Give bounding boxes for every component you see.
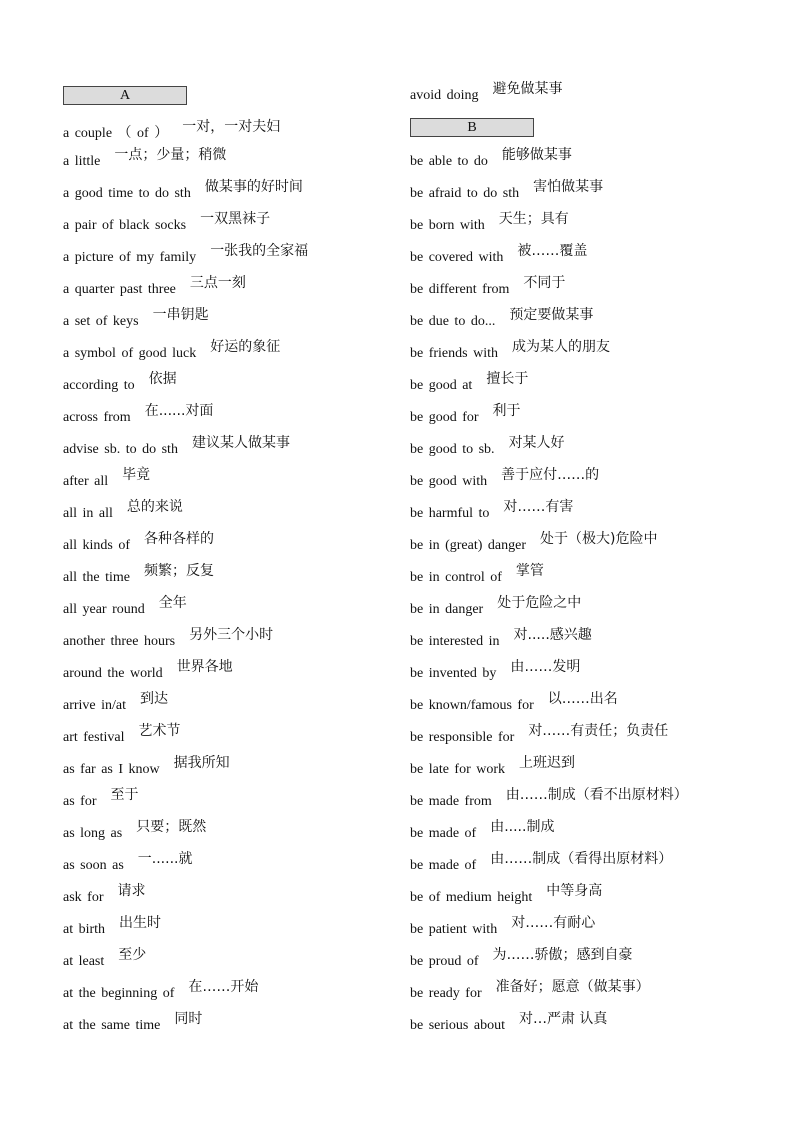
vocab-entry <box>63 339 393 374</box>
chinese-meaning: 至于 <box>110 787 139 803</box>
english-phrase: be good for <box>410 410 479 425</box>
english-phrase: a pair of black socks <box>63 218 187 233</box>
chinese-meaning: 对某人好 <box>508 435 565 451</box>
english-phrase: arrive in/at <box>63 698 127 713</box>
english-phrase: a good time to do sth <box>63 186 191 201</box>
chinese-meaning: 由.....制成 <box>490 819 555 835</box>
chinese-meaning: 到达 <box>140 691 169 707</box>
vocab-entry <box>63 787 393 822</box>
chinese-meaning: 至少 <box>118 947 147 963</box>
english-phrase: avoid doing <box>410 88 479 103</box>
english-phrase: as far as I know <box>63 762 160 777</box>
english-phrase: be harmful to <box>410 506 490 521</box>
chinese-meaning: 另外三个小时 <box>189 627 274 643</box>
chinese-meaning: 预定要做某事 <box>509 307 594 323</box>
chinese-meaning: 在......对面 <box>144 403 214 419</box>
vocab-entry <box>63 118 393 150</box>
chinese-meaning: 毕竟 <box>122 467 151 483</box>
chinese-meaning: 艺术节 <box>138 723 181 739</box>
chinese-meaning: 请求 <box>117 883 146 899</box>
vocab-entry <box>410 339 780 374</box>
chinese-meaning: 害怕做某事 <box>533 179 604 195</box>
chinese-meaning: 准备好；愿意（做某事） <box>495 979 650 995</box>
english-phrase: be covered with <box>410 250 504 265</box>
english-phrase: be ready for <box>410 986 482 1001</box>
chinese-meaning: 成为某人的朋友 <box>511 339 610 355</box>
chinese-meaning: 依据 <box>148 371 177 387</box>
chinese-meaning: 只要；既然 <box>136 819 207 835</box>
english-phrase: a symbol of good luck <box>63 346 197 361</box>
english-phrase: a picture of my family <box>63 250 197 265</box>
chinese-meaning: 总的来说 <box>126 499 183 515</box>
vocab-entry <box>410 563 780 598</box>
vocab-entry <box>410 211 780 246</box>
vocab-entry <box>63 531 393 566</box>
chinese-meaning: 频繁；反复 <box>143 563 214 579</box>
chinese-meaning: 一张我的全家福 <box>210 243 309 259</box>
english-phrase: a set of keys <box>63 314 139 329</box>
section-header-a: A <box>63 86 187 105</box>
chinese-meaning: 被……覆盖 <box>517 243 588 259</box>
vocab-entry <box>410 787 780 822</box>
english-phrase: across from <box>63 410 131 425</box>
english-phrase: be different from <box>410 282 510 297</box>
english-phrase: be late for work <box>410 762 506 777</box>
english-phrase: be made from <box>410 794 492 809</box>
chinese-meaning: 由……制成（看不出原材料） <box>505 787 688 803</box>
chinese-meaning: 一对，一对夫妇 <box>182 119 281 135</box>
chinese-meaning: 一双黑袜子 <box>200 211 271 227</box>
vocab-entry <box>63 467 393 502</box>
vocab-entry <box>63 819 393 854</box>
chinese-meaning: 一......就 <box>137 851 193 867</box>
chinese-meaning: 利于 <box>492 403 521 419</box>
english-phrase: a little <box>63 154 101 169</box>
chinese-meaning: 一点；少量；稍微 <box>114 147 227 163</box>
chinese-meaning: 对.....感兴趣 <box>513 627 592 643</box>
chinese-meaning: 避免做某事 <box>492 81 563 97</box>
chinese-meaning: 全年 <box>158 595 187 611</box>
english-phrase: be able to do <box>410 154 488 169</box>
vocab-entry <box>63 563 393 598</box>
english-phrase: after all <box>63 474 109 489</box>
chinese-meaning: 据我所知 <box>173 755 230 771</box>
left-entry-list <box>63 118 393 1046</box>
english-phrase: all in all <box>63 506 113 521</box>
english-phrase: be invented by <box>410 666 497 681</box>
vocab-entry <box>410 179 780 214</box>
section-header-b: B <box>410 118 534 137</box>
chinese-meaning: 各种各样的 <box>144 531 214 547</box>
vocab-entry <box>63 275 393 310</box>
english-phrase: be interested in <box>410 634 500 649</box>
vocab-entry <box>410 595 780 630</box>
left-column <box>63 84 393 1046</box>
chinese-meaning: 中等身高 <box>546 883 603 899</box>
english-phrase: at the beginning of <box>63 986 175 1001</box>
chinese-meaning: 能够做某事 <box>501 147 572 163</box>
vocab-entry <box>63 915 393 950</box>
vocab-entry <box>410 627 780 662</box>
chinese-meaning: 由……发明 <box>510 659 581 675</box>
english-phrase: be known/famous for <box>410 698 534 713</box>
chinese-meaning: 擅长于 <box>486 371 529 387</box>
english-phrase: a couple （ of ） <box>63 126 169 141</box>
vocab-entry <box>63 659 393 694</box>
chinese-meaning: 善于应付……的 <box>501 467 600 483</box>
english-phrase: at least <box>63 954 105 969</box>
chinese-meaning: 由……制成（看得出原材料） <box>490 851 673 867</box>
vocab-entry <box>63 851 393 886</box>
vocab-entry <box>410 531 780 566</box>
chinese-meaning: 对……有责任；负责任 <box>528 723 669 739</box>
english-phrase: another three hours <box>63 634 176 649</box>
chinese-meaning: 出生时 <box>119 915 162 931</box>
english-phrase: as long as <box>63 826 123 841</box>
english-phrase: be in (great) danger <box>410 538 526 553</box>
chinese-meaning: 处于（极大)危险中 <box>540 531 658 547</box>
vocab-entry <box>63 371 393 406</box>
english-phrase: be proud of <box>410 954 479 969</box>
english-phrase: according to <box>63 378 135 393</box>
english-phrase: be patient with <box>410 922 498 937</box>
vocab-entry <box>63 691 393 726</box>
english-phrase: be made of <box>410 858 477 873</box>
chinese-meaning: 对……有耐心 <box>511 915 596 931</box>
chinese-meaning: 好运的象征 <box>210 339 281 355</box>
chinese-meaning: 世界各地 <box>176 659 233 675</box>
english-phrase: a quarter past three <box>63 282 176 297</box>
english-phrase: advise sb. to do sth <box>63 442 178 457</box>
english-phrase: be good with <box>410 474 488 489</box>
chinese-meaning: 以……出名 <box>547 691 618 707</box>
english-phrase: at birth <box>63 922 106 937</box>
english-phrase: all kinds of <box>63 538 130 553</box>
chinese-meaning: 一串钥匙 <box>152 307 209 323</box>
english-phrase: all the time <box>63 570 130 585</box>
english-phrase: at the same time <box>63 1018 161 1033</box>
vocab-entry <box>63 1011 393 1046</box>
english-phrase: be serious about <box>410 1018 505 1033</box>
vocab-entry <box>410 243 780 278</box>
english-phrase: be made of <box>410 826 477 841</box>
english-phrase: be in danger <box>410 602 484 617</box>
chinese-meaning: 对…严肃 认真 <box>518 1011 608 1027</box>
english-phrase: around the world <box>63 666 163 681</box>
vocab-entry <box>63 435 393 470</box>
chinese-meaning: 掌管 <box>515 563 544 579</box>
vocab-entry <box>410 1011 780 1046</box>
vocab-entry <box>410 81 780 116</box>
right-column <box>410 81 780 1046</box>
english-phrase: be in control of <box>410 570 502 585</box>
chinese-meaning: 同时 <box>174 1011 203 1027</box>
vocab-entry <box>410 403 780 438</box>
chinese-meaning: 不同于 <box>523 275 566 291</box>
chinese-meaning: 为……骄傲；感到自豪 <box>492 947 633 963</box>
vocab-entry <box>410 467 780 502</box>
chinese-meaning: 做某事的好时间 <box>204 179 303 195</box>
english-phrase: be good to sb. <box>410 442 495 457</box>
english-phrase: as soon as <box>63 858 124 873</box>
english-phrase: ask for <box>63 890 104 905</box>
vocab-entry <box>63 499 393 534</box>
chinese-meaning: 天生；具有 <box>498 211 569 227</box>
chinese-meaning: 上班迟到 <box>519 755 576 771</box>
vocab-entry <box>410 275 780 310</box>
chinese-meaning: 三点一刻 <box>189 275 246 291</box>
english-phrase: all year round <box>63 602 145 617</box>
right-entry-list <box>410 147 780 1046</box>
chinese-meaning: 处于危险之中 <box>497 595 582 611</box>
english-phrase: be friends with <box>410 346 498 361</box>
english-phrase: be afraid to do sth <box>410 186 520 201</box>
vocab-entry <box>63 979 393 1014</box>
english-phrase: be good at <box>410 378 473 393</box>
chinese-meaning: 建议某人做某事 <box>191 435 290 451</box>
vocab-entry <box>410 371 780 406</box>
vocab-entry <box>63 883 393 918</box>
english-phrase: be of medium height <box>410 890 533 905</box>
chinese-meaning: 对……有害 <box>503 499 574 515</box>
english-phrase: art festival <box>63 730 125 745</box>
english-phrase: be responsible for <box>410 730 515 745</box>
chinese-meaning: 在……开始 <box>188 979 259 995</box>
english-phrase: be due to do... <box>410 314 496 329</box>
english-phrase: be born with <box>410 218 485 233</box>
vocab-entry <box>410 723 780 758</box>
english-phrase: as for <box>63 794 97 809</box>
